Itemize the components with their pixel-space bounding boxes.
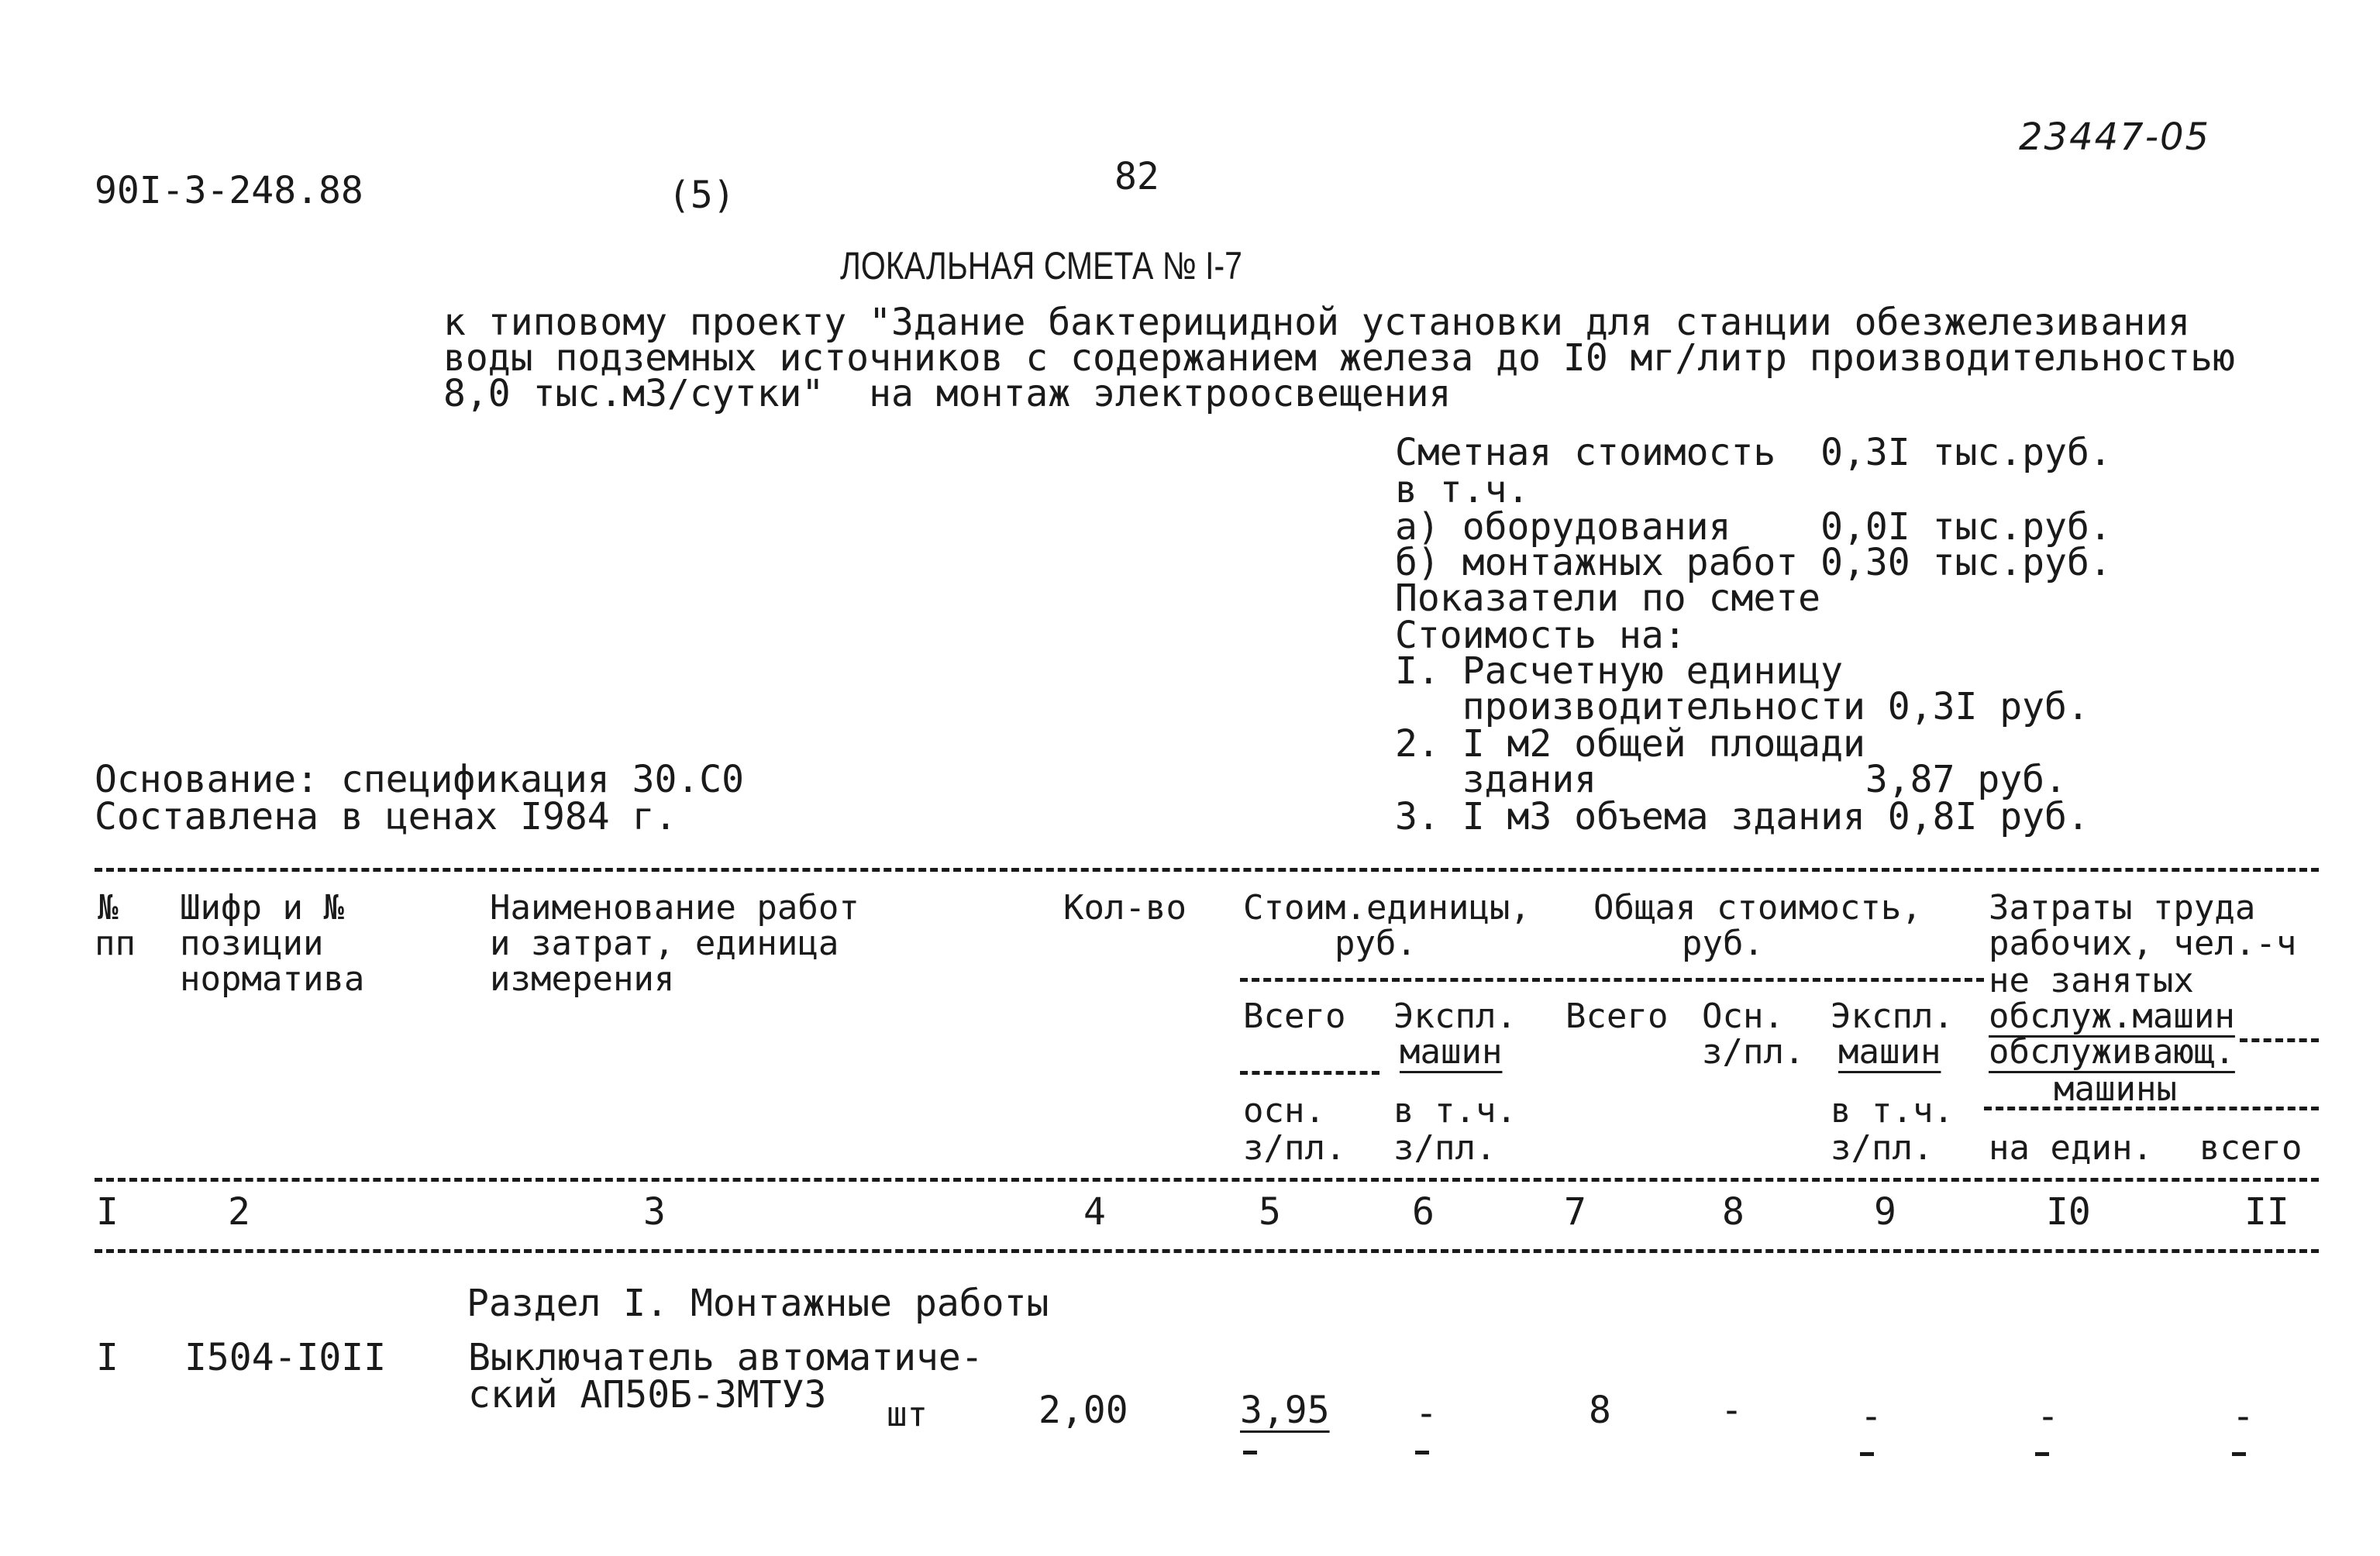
header-name: измерения: [490, 959, 675, 999]
row-name: ский АП50Б-3МТУ3: [468, 1373, 827, 1417]
row-machines-dash: [1860, 1452, 1874, 1456]
summary-line: а) оборудования 0,0I тыс.руб.: [1395, 505, 2112, 549]
header-name: и затрат, единица: [490, 924, 839, 963]
summary-line: 3. I м3 объема здания 0,8I руб.: [1395, 795, 2089, 838]
row-labor-total-dash: [2232, 1452, 2246, 1456]
row-base-wage: -: [1720, 1389, 1743, 1432]
header-total-machine-wage: в т.ч.: [1831, 1091, 1954, 1131]
column-number: 6: [1412, 1190, 1435, 1234]
header-total-cost: Общая стоимость,: [1593, 888, 1922, 928]
header-total-machines: Экспл.: [1831, 997, 1954, 1036]
header-code: Шифр и №: [180, 888, 344, 928]
basis-line-2: Составлена в ценах I984 г.: [95, 795, 677, 838]
header-code: позиции: [180, 924, 324, 963]
header-labor-total: всего: [2199, 1128, 2303, 1168]
subtitle-line-3: 8,0 тыс.м3/сутки" на монтаж электроосвещения: [443, 372, 1452, 415]
row-machines: -: [1860, 1395, 1882, 1438]
header-unit-total: Всего: [1243, 997, 1346, 1036]
column-number: 4: [1083, 1190, 1106, 1234]
header-unit-machine-wage: з/пл.: [1393, 1128, 1497, 1168]
table-top-rule: [95, 868, 2319, 872]
row-number: I: [96, 1336, 119, 1379]
row-unit-machines-dash: [1415, 1451, 1429, 1454]
summary-line: Сметная стоимость 0,3I тыс.руб.: [1395, 431, 2112, 474]
row-unit-machines: -: [1415, 1392, 1438, 1435]
row-labor-unit-dash: [2035, 1452, 2049, 1456]
row-total: 8: [1589, 1389, 1611, 1432]
summary-line: производительности 0,3I руб.: [1395, 685, 2089, 728]
header-total-all: Всего: [1565, 997, 1669, 1036]
column-number: II: [2244, 1190, 2289, 1234]
row-name: Выключатель автоматиче-: [468, 1336, 983, 1379]
column-number: I0: [2046, 1190, 2091, 1234]
basis-line-1: Основание: спецификация 30.С0: [95, 758, 745, 801]
document-title: ЛОКАЛЬНАЯ СМЕТА № I-7: [840, 244, 1242, 287]
row-unit: шт: [887, 1395, 928, 1434]
header-name: Наименование работ: [490, 888, 859, 928]
cost-subheader-rule: [1240, 978, 1984, 982]
header-labor: рабочих, чел.-ч: [1989, 924, 2297, 963]
subtitle-line-2: воды подземных источников с содержанием железа до I0 мг/литр производительностью: [443, 336, 2235, 380]
column-number: 3: [643, 1190, 666, 1234]
row-unit-total: 3,95: [1240, 1389, 1330, 1432]
header-unit-machines: машин: [1400, 1032, 1503, 1072]
header-total-cost: руб.: [1682, 924, 1764, 963]
header-qty: Кол-во: [1063, 888, 1187, 928]
summary-line: в т.ч.: [1395, 468, 1530, 511]
column-number: 9: [1874, 1190, 1896, 1234]
handwritten-stamp: 23447-05: [2019, 115, 2211, 159]
labor-subheader-rule-1: [2240, 1038, 2319, 1042]
header-labor-unit: на един.: [1989, 1128, 2153, 1168]
header-total-base-wage: з/пл.: [1702, 1032, 1805, 1072]
row-code: I504-I0II: [184, 1336, 387, 1379]
header-num: пп: [95, 924, 136, 963]
column-number: I: [96, 1190, 119, 1234]
header-labor: обслуживающ.: [1989, 1032, 2235, 1072]
row-labor-total: -: [2232, 1395, 2254, 1438]
summary-line: здания 3,87 руб.: [1395, 758, 2067, 801]
summary-line: Стоимость на:: [1395, 614, 1686, 657]
header-total-base-wage: Осн.: [1702, 997, 1784, 1036]
header-labor: машины: [2054, 1069, 2177, 1109]
summary-line: 2. I м2 общей площади: [1395, 722, 1865, 766]
header-labor: не занятых: [1989, 961, 2194, 1000]
part-number: (5): [668, 174, 735, 217]
header-unit-cost: руб.: [1335, 924, 1417, 963]
section-heading: Раздел I. Монтажные работы: [467, 1282, 1049, 1325]
header-code: норматива: [180, 959, 365, 999]
header-total-machines: машин: [1838, 1032, 1941, 1072]
header-unit-machines: Экспл.: [1393, 997, 1517, 1036]
header-unit-base-wage: з/пл.: [1243, 1128, 1346, 1168]
header-labor: Затраты труда: [1989, 888, 2256, 928]
summary-line: I. Расчетную единицу: [1395, 649, 1843, 693]
subtitle-line-1: к типовому проекту "Здание бактерицидной установки для станции обезжелезивания: [443, 301, 2191, 344]
row-unit-base-wage-dash: [1243, 1451, 1257, 1454]
row-labor-unit: -: [2037, 1395, 2059, 1438]
page-number: 82: [1114, 155, 1159, 198]
header-bottom-rule: [95, 1178, 2319, 1182]
column-numbers-rule: [95, 1249, 2319, 1253]
header-labor: обслуж.машин: [1989, 997, 2235, 1036]
header-unit-machine-wage: в т.ч.: [1393, 1091, 1517, 1131]
column-number: 2: [228, 1190, 250, 1234]
unit-cost-subrule: [1240, 1071, 1379, 1075]
column-number: 8: [1722, 1190, 1745, 1234]
column-number: 5: [1259, 1190, 1281, 1234]
document-code: 90I-3-248.88: [95, 169, 363, 212]
header-unit-base-wage: осн.: [1243, 1091, 1325, 1131]
summary-line: Показатели по смете: [1395, 577, 1821, 620]
column-number: 7: [1564, 1190, 1586, 1234]
header-total-machine-wage: з/пл.: [1831, 1128, 1934, 1168]
header-unit-cost: Стоим.единицы,: [1243, 888, 1531, 928]
header-num: №: [98, 888, 119, 928]
row-quantity: 2,00: [1038, 1389, 1128, 1432]
summary-line: б) монтажных работ 0,30 тыс.руб.: [1395, 541, 2112, 584]
